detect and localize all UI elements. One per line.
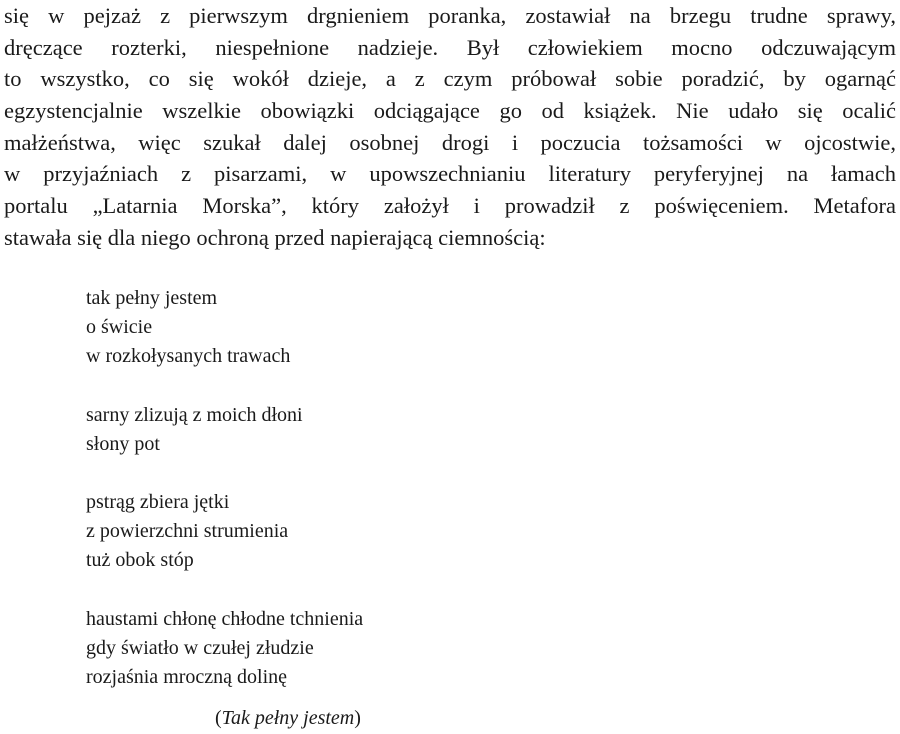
- prose-line: w przyjaźniach z pisarzami, w upowszechnianiu literatury peryferyjnej na łamach: [4, 161, 896, 187]
- poem-verse: haustami chłonę chłodne tchnienia: [86, 607, 364, 630]
- poem-stanza: [86, 488, 686, 576]
- prose-line: to wszystko, co się wokół dzieje, a z czym próbował sobie poradzić, by ogarnąć: [4, 66, 896, 92]
- attribution-open-paren: (: [215, 707, 222, 729]
- poem-quote: [86, 284, 686, 721]
- poem-verse: tak pełny jestem: [86, 287, 218, 309]
- poem-stanza: [86, 284, 686, 372]
- poem-stanza: [86, 401, 686, 459]
- attribution-close-paren: ): [354, 707, 361, 729]
- prose-line: dręczące rozterki, niespełnione nadzieje. Był człowiekiem mocno odczuwającym: [4, 34, 896, 60]
- prose-line: małżeństwa, więc szukał dalej osobnej drogi i poczucia tożsamości w ojcostwie,: [4, 129, 896, 155]
- prose-paragraph: [4, 0, 896, 254]
- poem-verse: z powierzchni strumienia: [86, 520, 289, 543]
- poem-verse: pstrąg zbiera jętki: [86, 490, 230, 513]
- prose-line: stawała się dla niego ochroną przed napierającą ciemnością:: [4, 224, 546, 250]
- poem-attribution: [215, 704, 361, 732]
- poem-stanza: [86, 605, 686, 693]
- poem-title: Tak pełny jestem: [221, 707, 355, 729]
- poem-verse: rozjaśnia mroczną dolinę: [86, 665, 288, 688]
- poem-verse: słony pot: [86, 432, 160, 455]
- prose-line: się w pejzaż z pierwszym drgnieniem poranka, zostawiał na brzegu trudne sprawy,: [4, 3, 896, 28]
- poem-verse: sarny zlizują z moich dłoni: [86, 403, 303, 426]
- poem-verse: w rozkołysanych trawach: [86, 345, 291, 368]
- prose-line: portalu „Latarnia Morska”, który założył i prowadził z poświęceniem. Metafora: [4, 193, 896, 219]
- poem-verse: gdy światło w czułej złudzie: [86, 636, 314, 659]
- poem-verse: o świcie: [86, 316, 153, 339]
- prose-line: egzystencjalnie wszelkie obowiązki odciągające go od książek. Nie udało się ocalić: [4, 98, 896, 124]
- poem-verse: tuż obok stóp: [86, 549, 194, 572]
